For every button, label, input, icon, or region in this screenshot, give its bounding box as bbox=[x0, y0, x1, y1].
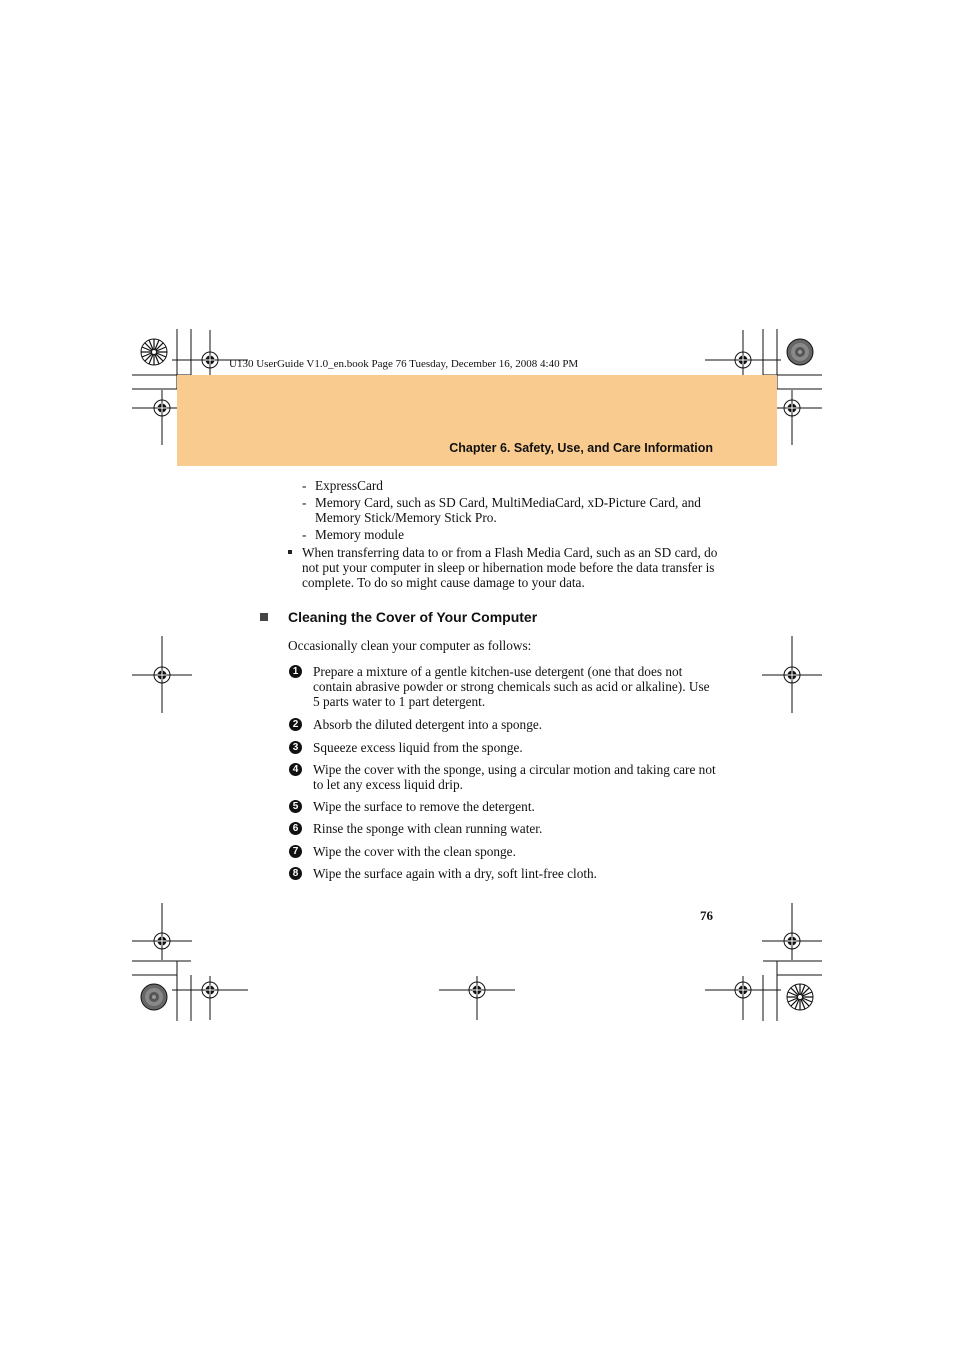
step-number-icon: 7 bbox=[289, 845, 302, 858]
list-item-text: ExpressCard bbox=[315, 478, 383, 493]
step-number-icon: 2 bbox=[289, 718, 302, 731]
book-info-line: U130 UserGuide V1.0_en.book Page 76 Tuesday, December 16, 2008 4:40 PM bbox=[229, 358, 579, 370]
step-text: Prepare a mixture of a gentle kitchen-use detergent (one that does not contain abrasive powder or strong chemicals such as acid or alkaline). Use 5 parts water to 1 part detergent. bbox=[313, 664, 710, 709]
list-item-text: Memory module bbox=[315, 527, 405, 542]
step-number-icon: 5 bbox=[289, 800, 302, 813]
warning-text: When transferring data to or from a Flash Media Card, such as an SD card, do not put your computer in sleep or hibernation mode before the data transfer is complete. To do so might cause damage to your data. bbox=[302, 545, 718, 590]
step-4 bbox=[289, 762, 719, 792]
section-heading: Cleaning the Cover of Your Computer bbox=[288, 609, 538, 625]
section-square-icon bbox=[260, 613, 268, 621]
step-6 bbox=[289, 821, 719, 836]
list-item-text: Memory Card, such as SD Card, MultiMediaCard, xD-Picture Card, and Memory Stick/Memory Stick Pro. bbox=[315, 495, 701, 525]
step-text: Absorb the diluted detergent into a sponge. bbox=[313, 717, 543, 732]
step-number-icon: 1 bbox=[289, 665, 302, 678]
step-number-icon: 4 bbox=[289, 763, 302, 776]
memory-card-list bbox=[302, 478, 722, 544]
step-text: Wipe the surface again with a dry, soft lint-free cloth. bbox=[313, 866, 598, 881]
step-number-icon: 6 bbox=[289, 822, 302, 835]
step-text: Squeeze excess liquid from the sponge. bbox=[313, 740, 523, 755]
dash-marker: - bbox=[302, 527, 307, 542]
step-number-icon: 8 bbox=[289, 867, 302, 880]
list-item bbox=[302, 495, 722, 525]
section-intro: Occasionally clean your computer as follows: bbox=[288, 638, 532, 653]
list-item bbox=[302, 478, 722, 493]
step-3 bbox=[289, 740, 719, 755]
chapter-title: Chapter 6. Safety, Use, and Care Information bbox=[449, 441, 713, 455]
step-8 bbox=[289, 866, 719, 881]
step-5 bbox=[289, 799, 719, 814]
step-text: Wipe the cover with the clean sponge. bbox=[313, 844, 516, 859]
step-1 bbox=[289, 664, 719, 709]
step-number-icon: 3 bbox=[289, 741, 302, 754]
dash-marker: - bbox=[302, 495, 307, 510]
step-text: Wipe the surface to remove the detergent. bbox=[313, 799, 535, 814]
flash-card-warning bbox=[288, 545, 718, 590]
step-7 bbox=[289, 844, 719, 859]
step-2 bbox=[289, 717, 719, 732]
step-text: Wipe the cover with the sponge, using a circular motion and taking care not to let any excess liquid drip. bbox=[313, 762, 716, 792]
step-text: Rinse the sponge with clean running water. bbox=[313, 821, 543, 836]
list-item bbox=[302, 527, 722, 542]
bullet-square-icon bbox=[288, 550, 292, 554]
page-number: 76 bbox=[700, 908, 713, 923]
dash-marker: - bbox=[302, 478, 307, 493]
